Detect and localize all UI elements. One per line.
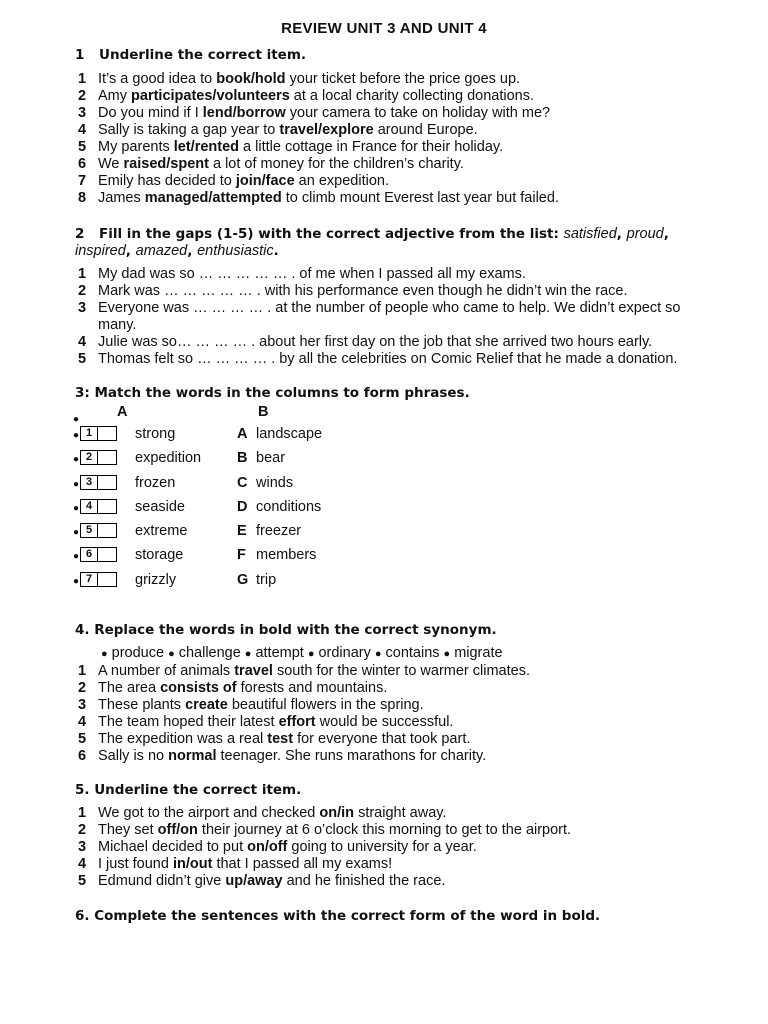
answer-box-number: 3	[81, 475, 98, 490]
answer-box[interactable]	[80, 523, 117, 538]
synonym-option: challenge	[178, 645, 241, 661]
item-text	[98, 156, 718, 173]
list-item	[78, 71, 718, 88]
list-item	[78, 139, 718, 156]
bullet-icon: ●	[374, 648, 382, 660]
column-a-word: expedition	[135, 450, 202, 467]
bullet-icon: ●	[168, 648, 175, 660]
item-number: 5	[78, 139, 87, 155]
matching-table	[70, 404, 470, 598]
list-item	[78, 714, 718, 731]
list-item	[78, 190, 718, 207]
section-4-list	[78, 663, 718, 765]
item-number: 5	[78, 873, 87, 889]
item-text-before: Michael decided to put	[98, 839, 248, 855]
item-text	[98, 873, 718, 890]
item-number: 3	[78, 300, 87, 316]
adjective-option: inspired	[75, 243, 126, 259]
synonym-option: ordinary	[318, 645, 371, 661]
answer-box[interactable]	[80, 499, 117, 514]
section-1-number: 1	[75, 47, 85, 63]
column-b-letter: F	[237, 547, 246, 564]
bullet-icon: ●	[443, 648, 451, 660]
item-text-after: would be successful.	[315, 714, 454, 730]
column-b-word: winds	[256, 474, 294, 491]
item-text	[98, 173, 718, 190]
list-item	[78, 351, 718, 368]
item-text-before: I just found	[98, 856, 173, 872]
item-text-after: their journey at 6 o’clock this morning to get to the airport.	[197, 822, 572, 838]
item-options: effort	[278, 714, 316, 730]
adjective-option: enthusiastic	[197, 243, 274, 259]
column-b-letter: G	[237, 571, 249, 588]
bullet-icon: ●	[73, 454, 80, 466]
item-text: Mark was … … … … … . with his performance even though he didn’t win the race.	[98, 283, 628, 299]
adjective-option: amazed	[135, 243, 188, 259]
item-text-before: It’s a good idea to	[98, 71, 217, 87]
item-options: join/face	[235, 173, 295, 189]
synonym-option: produce	[111, 645, 165, 661]
item-text-after: that I passed all my exams!	[212, 856, 393, 872]
item-text-before: Amy	[98, 88, 132, 104]
item-text-before: They set	[98, 822, 158, 838]
item-text	[98, 122, 718, 139]
answer-box-number: 1	[81, 426, 98, 441]
answer-box[interactable]	[80, 450, 117, 465]
column-b-word: trip	[256, 571, 277, 588]
section-3-heading: 3: Match the words in the columns to form phrases.	[75, 385, 470, 401]
item-number: 1	[78, 805, 87, 821]
answer-box-number: 4	[81, 499, 98, 514]
list-item	[78, 300, 718, 334]
answer-box[interactable]	[80, 426, 117, 441]
item-text-after: straight away.	[354, 805, 447, 821]
item-text-after: to climb mount Everest last year but failed.	[281, 190, 559, 206]
item-number: 3	[78, 839, 87, 855]
bullet-icon: ●	[73, 551, 80, 563]
column-a-word: extreme	[135, 523, 188, 540]
column-a-word: seaside	[135, 498, 185, 515]
list-item	[78, 805, 718, 822]
list-item	[78, 122, 718, 139]
bullet-icon: ●	[73, 502, 80, 514]
item-text	[98, 663, 718, 680]
item-text: My dad was so … … … … … . of me when I passed all my exams.	[98, 266, 526, 282]
item-number: 3	[78, 697, 87, 713]
item-number: 3	[78, 105, 87, 121]
item-text	[98, 139, 718, 156]
section-4-heading: 4. Replace the words in bold with the correct synonym.	[75, 622, 497, 638]
item-options: create	[185, 697, 228, 713]
item-options: off/on	[157, 822, 198, 838]
column-b-word: landscape	[256, 426, 323, 442]
list-item	[78, 856, 718, 873]
bullet-icon: ●	[73, 478, 80, 490]
item-text: Everyone was … … … … . at the number of people who came to help. We didn’t expect so many.	[98, 300, 681, 333]
item-text-before: Edmund didn’t give	[98, 873, 226, 889]
column-b-letter: D	[237, 498, 248, 515]
synonym-option: migrate	[454, 645, 503, 661]
item-options: book/hold	[216, 71, 286, 87]
list-item	[78, 873, 718, 890]
item-text-after: your camera to take on holiday with me?	[285, 105, 551, 121]
matching-row	[70, 448, 470, 472]
list-item	[78, 663, 718, 680]
matching-rows	[70, 424, 470, 594]
list-item	[78, 748, 718, 765]
item-number: 6	[78, 156, 87, 172]
item-text-after: for everyone that took part.	[293, 731, 471, 747]
item-options: normal	[168, 748, 217, 764]
item-number: 2	[78, 283, 87, 299]
item-number: 7	[78, 173, 87, 189]
item-text-before: We got to the airport and checked	[98, 805, 320, 821]
item-text-after: beautiful flowers in the spring.	[227, 697, 424, 713]
column-a-word: strong	[135, 426, 176, 442]
item-text	[98, 697, 718, 714]
item-text	[98, 71, 718, 88]
item-options: on/in	[319, 805, 355, 821]
item-text-before: A number of animals	[98, 663, 235, 679]
item-number: 4	[78, 856, 87, 872]
page-title: REVIEW UNIT 3 AND UNIT 4	[281, 20, 487, 37]
list-item	[78, 697, 718, 714]
column-b-letter: B	[237, 450, 248, 467]
item-text-after: around Europe.	[373, 122, 478, 138]
item-text-before: My parents	[98, 139, 174, 155]
item-text-before: The team hoped their latest	[98, 714, 279, 730]
item-text-before: Sally is taking a gap year to	[98, 122, 280, 138]
answer-box-number: 5	[81, 523, 98, 538]
item-number: 4	[78, 334, 87, 350]
synonym-option: attempt	[255, 645, 304, 661]
column-a-header: A	[117, 404, 128, 420]
item-text-before: These plants	[98, 697, 186, 713]
adjective-option: satisfied	[563, 226, 617, 242]
bullet-icon: ●	[101, 648, 108, 660]
item-text-after: going to university for a year.	[287, 839, 477, 855]
item-text	[98, 839, 718, 856]
column-b-letter: C	[237, 474, 248, 491]
section-1-title: Underline the correct item.	[99, 47, 307, 63]
item-text-after: forests and mountains.	[236, 680, 388, 696]
item-text	[98, 88, 718, 105]
column-a-word: grizzly	[135, 571, 177, 588]
column-b-letter: A	[237, 426, 248, 442]
list-item	[78, 283, 718, 300]
section-6-heading: 6. Complete the sentences with the correct form of the word in bold.	[75, 908, 601, 924]
list-item	[78, 839, 718, 856]
matching-row	[70, 570, 470, 594]
section-1-list	[78, 71, 718, 207]
item-text-after: a little cottage in France for their holiday.	[239, 139, 504, 155]
section-2-heading	[75, 226, 715, 260]
item-options: let/rented	[173, 139, 240, 155]
item-options: raised/spent	[123, 156, 209, 172]
item-text-after: a lot of money for the children’s charity.	[208, 156, 464, 172]
column-a-word: storage	[135, 547, 184, 564]
item-text-after: south for the winter to warmer climates.	[272, 663, 530, 679]
item-number: 1	[78, 663, 87, 679]
item-text	[98, 822, 718, 839]
list-item	[78, 105, 718, 122]
bullet-icon: ●	[73, 575, 80, 587]
item-number: 5	[78, 731, 87, 747]
bullet-icon: ●	[307, 648, 315, 660]
item-text-before: We	[98, 156, 124, 172]
column-b-word: members	[256, 547, 317, 564]
item-text: Thomas felt so … … … … . by all the celebrities on Comic Relief that he made a donation.	[98, 351, 678, 367]
answer-box[interactable]	[80, 572, 117, 587]
item-options: consists of	[160, 680, 237, 696]
item-number: 4	[78, 714, 87, 730]
section-2-number: 2	[75, 226, 85, 242]
item-text-after: at a local charity collecting donations.	[289, 88, 535, 104]
item-options: lend/borrow	[202, 105, 286, 121]
item-text-after: and he finished the race.	[282, 873, 446, 889]
section-5-heading: 5. Underline the correct item.	[75, 782, 302, 798]
item-number: 4	[78, 122, 87, 138]
item-text	[98, 714, 718, 731]
item-number: 8	[78, 190, 87, 206]
matching-row	[70, 473, 470, 497]
item-text-after: your ticket before the price goes up.	[285, 71, 521, 87]
section-2-word-list: satisfied, proud, inspired, amazed, enthusiastic.	[75, 226, 669, 259]
item-number: 2	[78, 680, 87, 696]
item-text-before: Do you mind if I	[98, 105, 203, 121]
item-options: managed/attempted	[144, 190, 282, 206]
item-text-before: The expedition was a real	[98, 731, 268, 747]
synonym-word-list	[97, 645, 503, 661]
answer-box[interactable]	[80, 475, 117, 490]
item-text	[98, 856, 718, 873]
item-options: travel	[234, 663, 273, 679]
item-text	[98, 805, 718, 822]
answer-box[interactable]	[80, 547, 117, 562]
item-number: 1	[78, 71, 87, 87]
item-text	[98, 731, 718, 748]
bullet-icon: ●	[244, 648, 252, 660]
answer-box-number: 6	[81, 547, 98, 562]
item-text-before: James	[98, 190, 145, 206]
list-item	[78, 88, 718, 105]
matching-row	[70, 545, 470, 569]
item-text-before: The area	[98, 680, 161, 696]
section-1-heading	[75, 47, 306, 63]
list-item	[78, 266, 718, 283]
item-options: participates/volunteers	[131, 88, 290, 104]
item-number: 6	[78, 748, 87, 764]
item-text	[98, 190, 718, 207]
answer-box-number: 2	[81, 450, 98, 465]
item-text-before: Emily has decided to	[98, 173, 236, 189]
column-b-letter: E	[237, 523, 247, 540]
item-number: 2	[78, 822, 87, 838]
section-5-list	[78, 805, 718, 890]
item-text	[98, 105, 718, 122]
column-a-word: frozen	[135, 474, 176, 491]
list-item	[78, 731, 718, 748]
item-text: Julie was so… … … … . about her first day on the job that she arrived two hours early.	[98, 334, 653, 350]
item-options: up/away	[225, 873, 283, 889]
list-item	[78, 822, 718, 839]
matching-row	[70, 424, 470, 448]
matching-row	[70, 497, 470, 521]
section-2-list	[78, 266, 718, 368]
item-text-after: an expedition.	[294, 173, 389, 189]
item-number: 2	[78, 88, 87, 104]
item-options: in/out	[172, 856, 213, 872]
answer-box-number: 7	[81, 572, 98, 587]
bullet-icon: ●	[73, 430, 80, 441]
item-options: travel/explore	[279, 122, 374, 138]
column-b-word: conditions	[256, 498, 322, 515]
item-options: on/off	[247, 839, 288, 855]
synonym-option: contains	[385, 645, 440, 661]
item-text-after: teenager. She runs marathons for charity.	[216, 748, 487, 764]
adjective-option: proud	[626, 226, 664, 242]
list-item	[78, 334, 718, 351]
item-options: test	[267, 731, 294, 747]
bullet-icon: ●	[73, 527, 80, 539]
item-text	[98, 748, 718, 765]
item-text-before: Sally is no	[98, 748, 169, 764]
item-text	[98, 680, 718, 697]
list-item	[78, 680, 718, 697]
item-number: 5	[78, 351, 87, 367]
section-2-title: Fill in the gaps (1-5) with the correct adjective from the list:	[99, 226, 559, 242]
column-b-word: bear	[256, 450, 286, 467]
column-b-word: freezer	[256, 523, 302, 540]
list-item	[78, 173, 718, 190]
bullet-icon: ●	[73, 414, 80, 425]
matching-row	[70, 521, 470, 545]
list-item	[78, 156, 718, 173]
item-number: 1	[78, 266, 87, 282]
column-b-header: B	[258, 404, 269, 420]
